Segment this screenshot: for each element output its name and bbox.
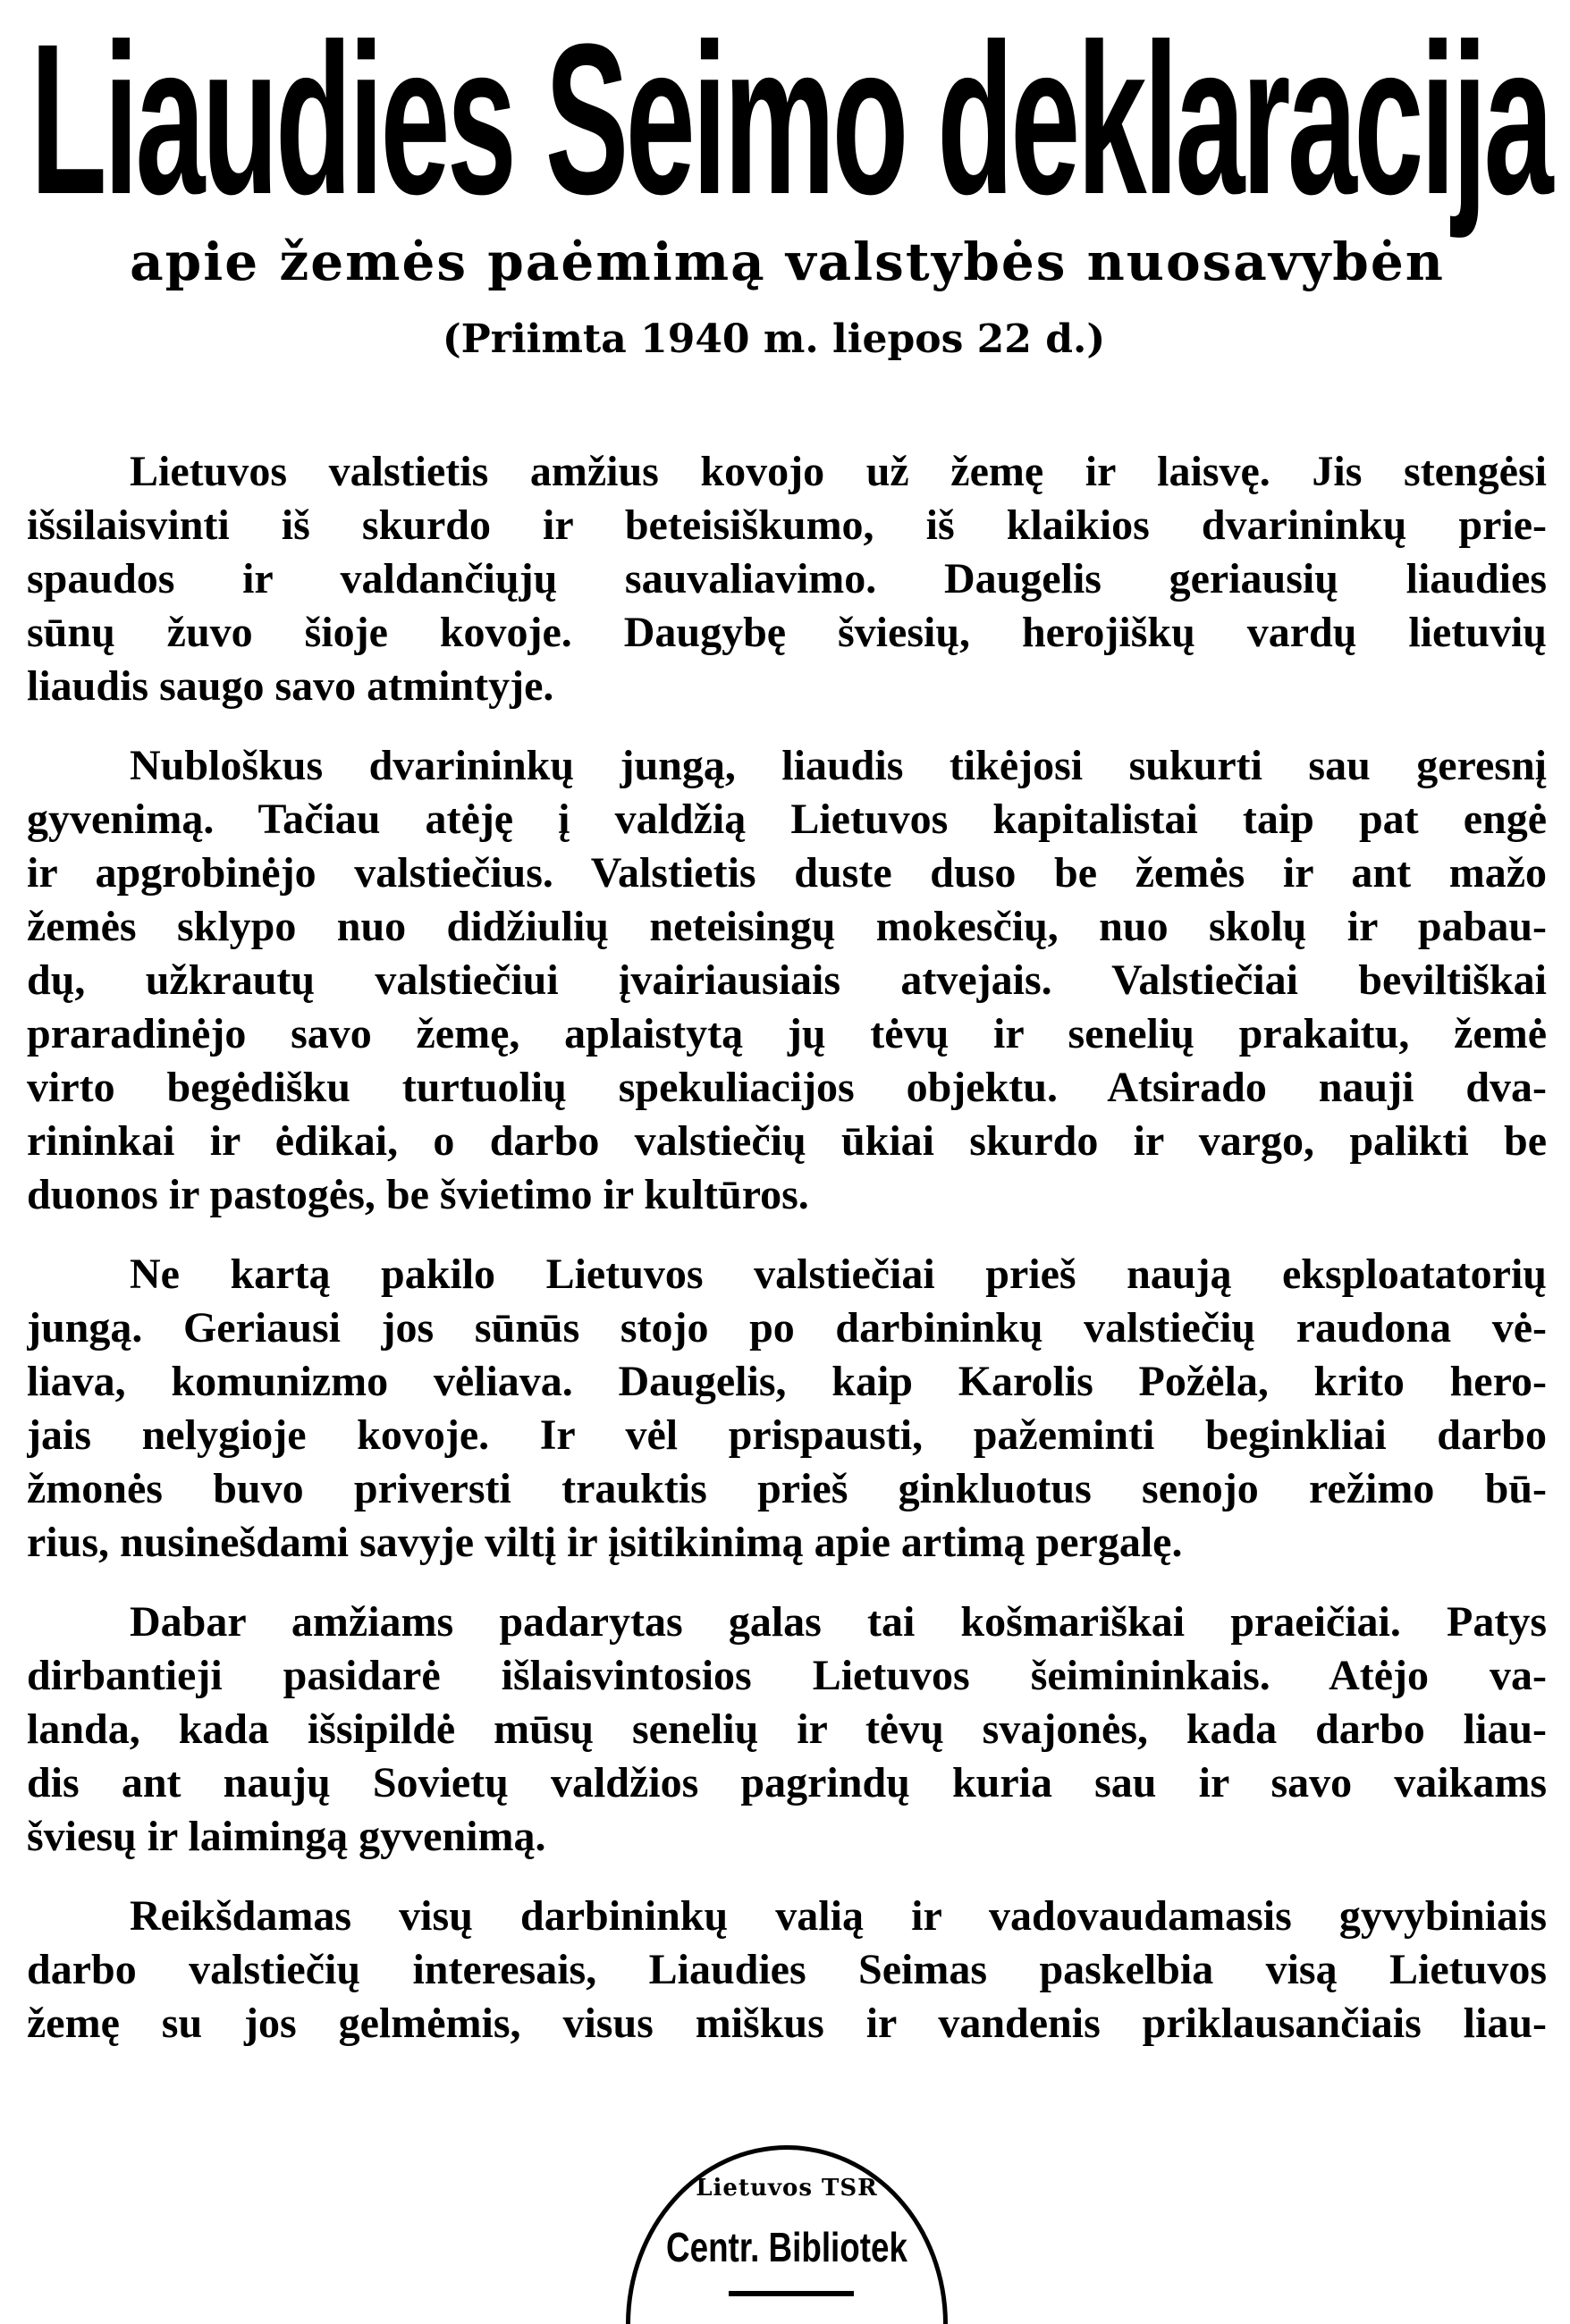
text-line: Lietuvos valstietis amžius kovojo už žemę ir laisvę. Jis stengėsi [130,448,1547,495]
adoption-date-note: (Priimta 1940 m. liepos 22 d.) [442,316,1106,362]
text-line: rius, nusinešdami savyje viltį ir įsitikinimą apie artimą pergalę. [27,1519,1183,1566]
paragraph-5 [27,1890,1547,2050]
text-line: spaudos ir valdančiųjų sauvaliavimo. Daugelis geriausių liaudies [27,555,1547,602]
text-line: praradinėjo savo žemę, aplaistytą jų tėvų ir senelių prakaitu, žemė [27,1010,1547,1057]
text-line: dų, užkrautų valstiečiui įvairiausiais atvejais. Valstiečiai beviltiškai [27,956,1547,1004]
text-line: išsilaisvinti iš skurdo ir beteisiškumo, iš klaikios dvarininkų prie- [27,501,1547,549]
stamp-main-text: Centr. Bibliotek [666,2224,907,2270]
text-line: sūnų žuvo šioje kovoje. Daugybę šviesių, herojiškų vardų lietuvių [27,609,1547,656]
text-line: žemės sklypo nuo didžiulių neteisingų mokesčių, nuo skolų ir pabau- [27,903,1547,950]
paragraph-2 [27,739,1547,1222]
document-title-text: Liaudies Seimo deklaracija [30,0,1551,239]
text-line: darbo valstiečių interesais, Liaudies Seimas paskelbia visą Lietuvos [27,1946,1547,1993]
paragraph-1 [27,445,1547,713]
text-line: liaudis saugo savo atmintyje. [27,662,554,710]
text-line: liava, komunizmo vėliava. Daugelis, kaip Karolis Požėla, krito hero- [27,1358,1547,1405]
text-line: Reikšdamas visų darbininkų valią ir vadovaudamasis gyvybiniais [130,1892,1547,1940]
document-subtitle: apie žemės paėmimą valstybės nuosavybėn [130,232,1445,292]
declaration-body [27,445,1547,2076]
text-line: rininkai ir ėdikai, o darbo valstiečių ūkiai skurdo ir vargo, palikti be [27,1117,1547,1165]
paragraph-4 [27,1596,1547,1864]
paragraph-3 [27,1248,1547,1570]
text-line: ir apgrobinėjo valstiečius. Valstietis duste duso be žemės ir ant mažo [27,849,1547,897]
stamp-top-text: Lietuvos TSR [696,2175,878,2202]
text-line: duonos ir pastogės, be švietimo ir kultūros. [27,1171,809,1218]
text-line: žmonės buvo priversti trauktis prieš ginkluotus senojo režimo bū- [27,1465,1547,1512]
text-line: žemę su jos gelmėmis, visus miškus ir vandenis priklausančiais liau- [27,2000,1547,2047]
text-line: dis ant naujų Sovietų valdžios pagrindų kuria sau ir savo vaikams [27,1759,1547,1806]
text-line: landa, kada išsipildė mūsų senelių ir tėvų svajonės, kada darbo liau- [27,1705,1547,1753]
text-line: virto begėdišku turtuolių spekuliacijos objektu. Atsirado nauji dva- [27,1064,1547,1111]
text-line: gyvenimą. Tačiau atėję į valdžią Lietuvos kapitalistai taip pat engė [27,796,1547,843]
text-line: Nubloškus dvarininkų jungą, liaudis tikėjosi sukurti sau geresnį [130,742,1547,789]
document-title [30,0,1551,239]
text-line: Dabar amžiams padarytas galas tai košmariškai praeičiai. Patys [130,1598,1547,1646]
text-line: Ne kartą pakilo Lietuvos valstiečiai prieš naują eksploatatorių [130,1250,1547,1298]
text-line: šviesų ir laimingą gyvenimą. [27,1813,546,1860]
text-line: jais nelygioje kovoje. Ir vėl prispausti, pažeminti beginkliai darbo [27,1411,1547,1459]
library-stamp [626,2145,948,2324]
text-line: dirbantieji pasidarė išlaisvintosios Lietuvos šeimininkais. Atėjo va- [27,1652,1547,1699]
text-line: jungą. Geriausi jos sūnūs stojo po darbininkų valstiečių raudona vė- [27,1304,1547,1351]
stamp-rule [729,2291,854,2296]
